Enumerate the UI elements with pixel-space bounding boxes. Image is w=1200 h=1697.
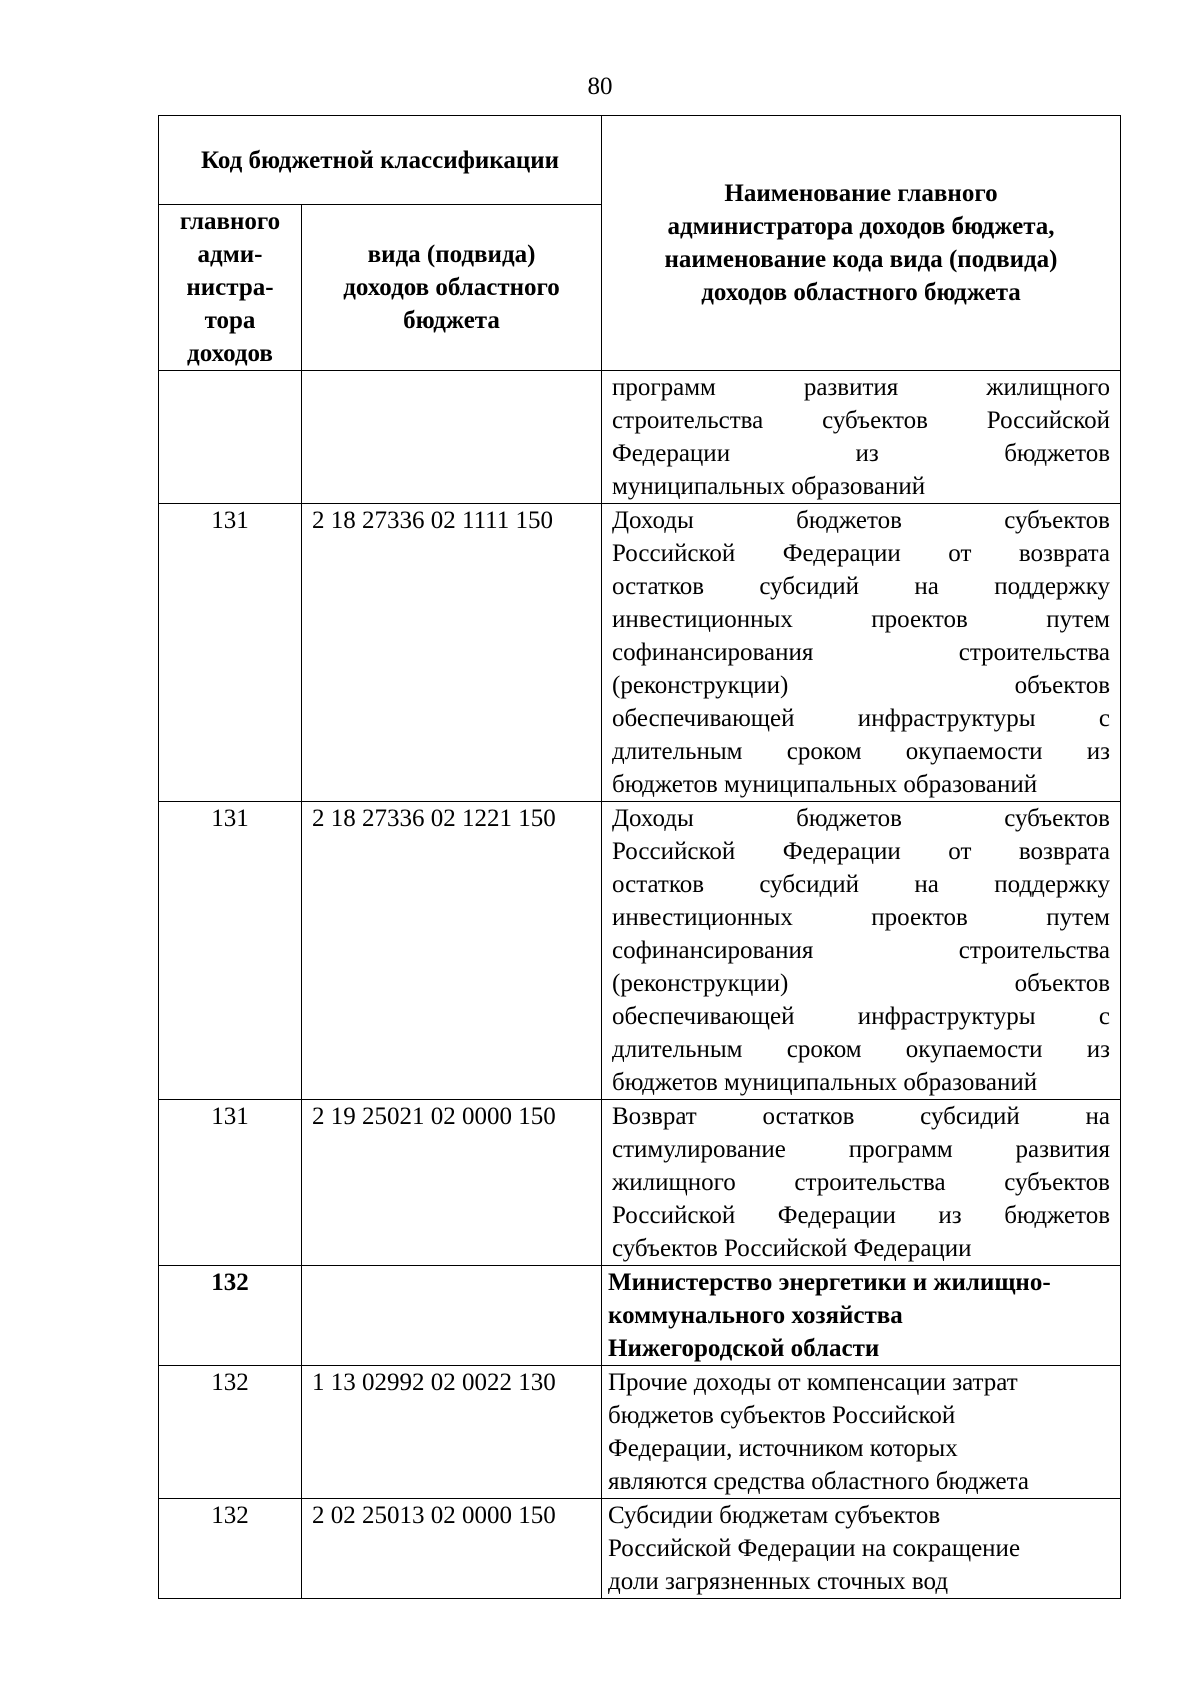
description-line: Субсидии бюджетам субъектов — [608, 1502, 941, 1529]
description-line: Российской Федерации от возврата — [612, 540, 1110, 567]
admin-code-cell — [159, 371, 302, 504]
description-line: софинансирования строительства — [612, 937, 1110, 964]
description-line: коммунального хозяйства — [608, 1302, 903, 1329]
description-line: софинансирования строительства — [612, 639, 1110, 666]
header-admin-line: доходов — [187, 340, 273, 367]
header-code-line: доходов областного — [343, 274, 560, 301]
table-row — [159, 802, 1121, 1100]
admin-code-cell: 132 — [159, 1266, 302, 1366]
table-row — [159, 504, 1121, 802]
income-code-cell: 2 19 25021 02 0000 150 — [302, 1100, 602, 1266]
description-line: обеспечивающей инфраструктуры с — [612, 705, 1110, 732]
admin-code-cell: 131 — [159, 802, 302, 1100]
description-cell — [602, 1266, 1121, 1366]
income-code-cell: 2 18 27336 02 1111 150 — [302, 504, 602, 802]
description-line: остатков субсидий на поддержку — [612, 573, 1110, 600]
description-cell — [602, 802, 1121, 1100]
description-line: Федерации, источником которых — [608, 1435, 958, 1462]
description-line: обеспечивающей инфраструктуры с — [612, 1003, 1110, 1030]
header-name-line: администратора доходов бюджета, — [667, 213, 1055, 240]
description-line: Прочие доходы от компенсации затрат — [608, 1369, 1018, 1396]
income-code-cell — [302, 371, 602, 504]
header-admin-line: нистра- — [186, 274, 274, 301]
description-cell — [602, 504, 1121, 802]
description-line: длительным сроком окупаемости из — [612, 1036, 1110, 1063]
admin-code-cell: 131 — [159, 504, 302, 802]
description-line: (реконструкции) объектов — [612, 672, 1110, 699]
description-line: Российской Федерации на сокращение — [608, 1535, 1021, 1562]
table-body — [159, 371, 1121, 1599]
description-line: доли загрязненных сточных вод — [608, 1568, 949, 1595]
description-line: инвестиционных проектов путем — [612, 904, 1110, 931]
description-cell — [602, 1499, 1121, 1599]
description-line: Российской Федерации от возврата — [612, 838, 1110, 865]
header-group-title: Код бюджетной классификации — [159, 116, 602, 205]
admin-code-cell: 132 — [159, 1366, 302, 1499]
description-line: Федерации из бюджетов — [612, 440, 1110, 467]
table-row — [159, 1366, 1121, 1499]
header-admin-line: тора — [204, 307, 256, 334]
budget-classification-table — [158, 115, 1121, 1599]
description-cell — [602, 1100, 1121, 1266]
header-admin-line: главного — [179, 208, 281, 235]
header-code-line: вида (подвида) — [367, 241, 536, 268]
table-row — [159, 1499, 1121, 1599]
description-line: Доходы бюджетов субъектов — [612, 507, 1110, 534]
description-line: строительства субъектов Российской — [612, 407, 1110, 434]
description-line: Министерство энергетики и жилищно- — [608, 1269, 1051, 1296]
description-line: бюджетов муниципальных образований — [612, 771, 1038, 798]
header-name-column — [602, 116, 1121, 371]
header-name-line: доходов областного бюджета — [701, 279, 1021, 306]
description-line: Нижегородской области — [608, 1335, 880, 1362]
admin-code-cell: 131 — [159, 1100, 302, 1266]
table-row — [159, 371, 1121, 504]
page-number: 80 — [587, 73, 613, 100]
description-line: бюджетов субъектов Российской — [608, 1402, 956, 1429]
income-code-cell: 1 13 02992 02 0022 130 — [302, 1366, 602, 1499]
header-admin-column — [159, 205, 302, 371]
description-line: бюджетов муниципальных образований — [612, 1069, 1038, 1096]
income-code-cell: 2 02 25013 02 0000 150 — [302, 1499, 602, 1599]
header-name-line: Наименование главного — [724, 180, 998, 207]
table-row-ministry — [159, 1266, 1121, 1366]
description-line: программ развития жилищного — [612, 374, 1110, 401]
description-line: Доходы бюджетов субъектов — [612, 805, 1110, 832]
description-line: (реконструкции) объектов — [612, 970, 1110, 997]
description-line: Российской Федерации из бюджетов — [612, 1202, 1110, 1229]
admin-code-cell: 132 — [159, 1499, 302, 1599]
description-line: муниципальных образований — [612, 473, 926, 500]
description-line: Возврат остатков субсидий на — [612, 1103, 1110, 1130]
description-line: жилищного строительства субъектов — [612, 1169, 1110, 1196]
header-name-line: наименование кода вида (подвида) — [664, 246, 1058, 273]
description-line: субъектов Российской Федерации — [612, 1235, 972, 1262]
header-admin-line: адми- — [197, 241, 263, 268]
income-code-cell: 2 18 27336 02 1221 150 — [302, 802, 602, 1100]
description-cell — [602, 371, 1121, 504]
description-line: остатков субсидий на поддержку — [612, 871, 1110, 898]
table-row — [159, 1100, 1121, 1266]
description-line: инвестиционных проектов путем — [612, 606, 1110, 633]
header-code-line: бюджета — [403, 307, 500, 334]
description-line: являются средства областного бюджета — [608, 1468, 1029, 1495]
description-line: длительным сроком окупаемости из — [612, 738, 1110, 765]
income-code-cell — [302, 1266, 602, 1366]
header-code-column — [302, 205, 602, 371]
description-line: стимулирование программ развития — [612, 1136, 1110, 1163]
description-cell — [602, 1366, 1121, 1499]
